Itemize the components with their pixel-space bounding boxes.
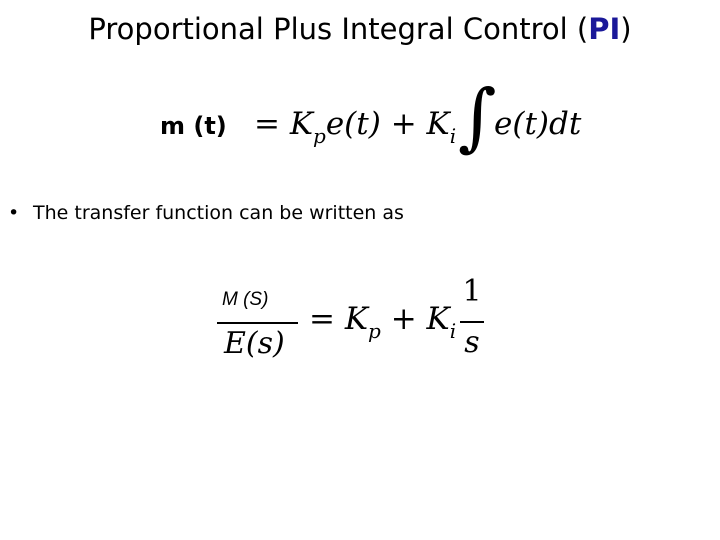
equation2-numerator: M (S): [222, 289, 269, 310]
equation2-plus: +: [390, 301, 417, 337]
equation1-integrand: e(t)dt: [494, 106, 582, 142]
title-suffix: ): [620, 12, 632, 46]
equation1-plus: +: [390, 106, 417, 142]
equation2-small-fraction-bar: [460, 321, 484, 323]
equation1-lhs: m (t): [160, 112, 227, 140]
equation2-fraction-bar: [217, 322, 298, 324]
equation1-ki: K: [426, 106, 450, 142]
title-accent-pi: PI: [588, 12, 621, 46]
equation1-kp-subscript: p: [313, 124, 326, 148]
slide-title: [0, 12, 720, 46]
integral-sign: ∫: [458, 74, 497, 160]
equation1-error-term: e(t): [325, 106, 381, 142]
bullet-item: [8, 202, 404, 224]
equation2-small-fraction-denominator: s: [464, 325, 480, 360]
equation2-denominator: E(s): [224, 326, 285, 361]
bullet-text: The transfer function can be written as: [33, 202, 404, 224]
equation2-kp-subscript: p: [368, 319, 381, 343]
equation2-ki-subscript: i: [449, 319, 457, 343]
bullet-symbol: •: [8, 202, 20, 224]
equation2-kp: K: [344, 301, 369, 337]
equation1-kp: K: [289, 106, 314, 142]
equation2-ki: K: [426, 301, 450, 337]
title-prefix: Proportional Plus Integral Control (: [88, 12, 589, 46]
equation1-ki-subscript: i: [449, 124, 457, 148]
equation2-rhs: [309, 301, 457, 343]
equation1-equals: =: [254, 106, 280, 142]
equation2-small-fraction-numerator: 1: [462, 274, 482, 309]
equation2-equals: =: [309, 301, 335, 337]
equation1-rhs: [254, 106, 457, 148]
